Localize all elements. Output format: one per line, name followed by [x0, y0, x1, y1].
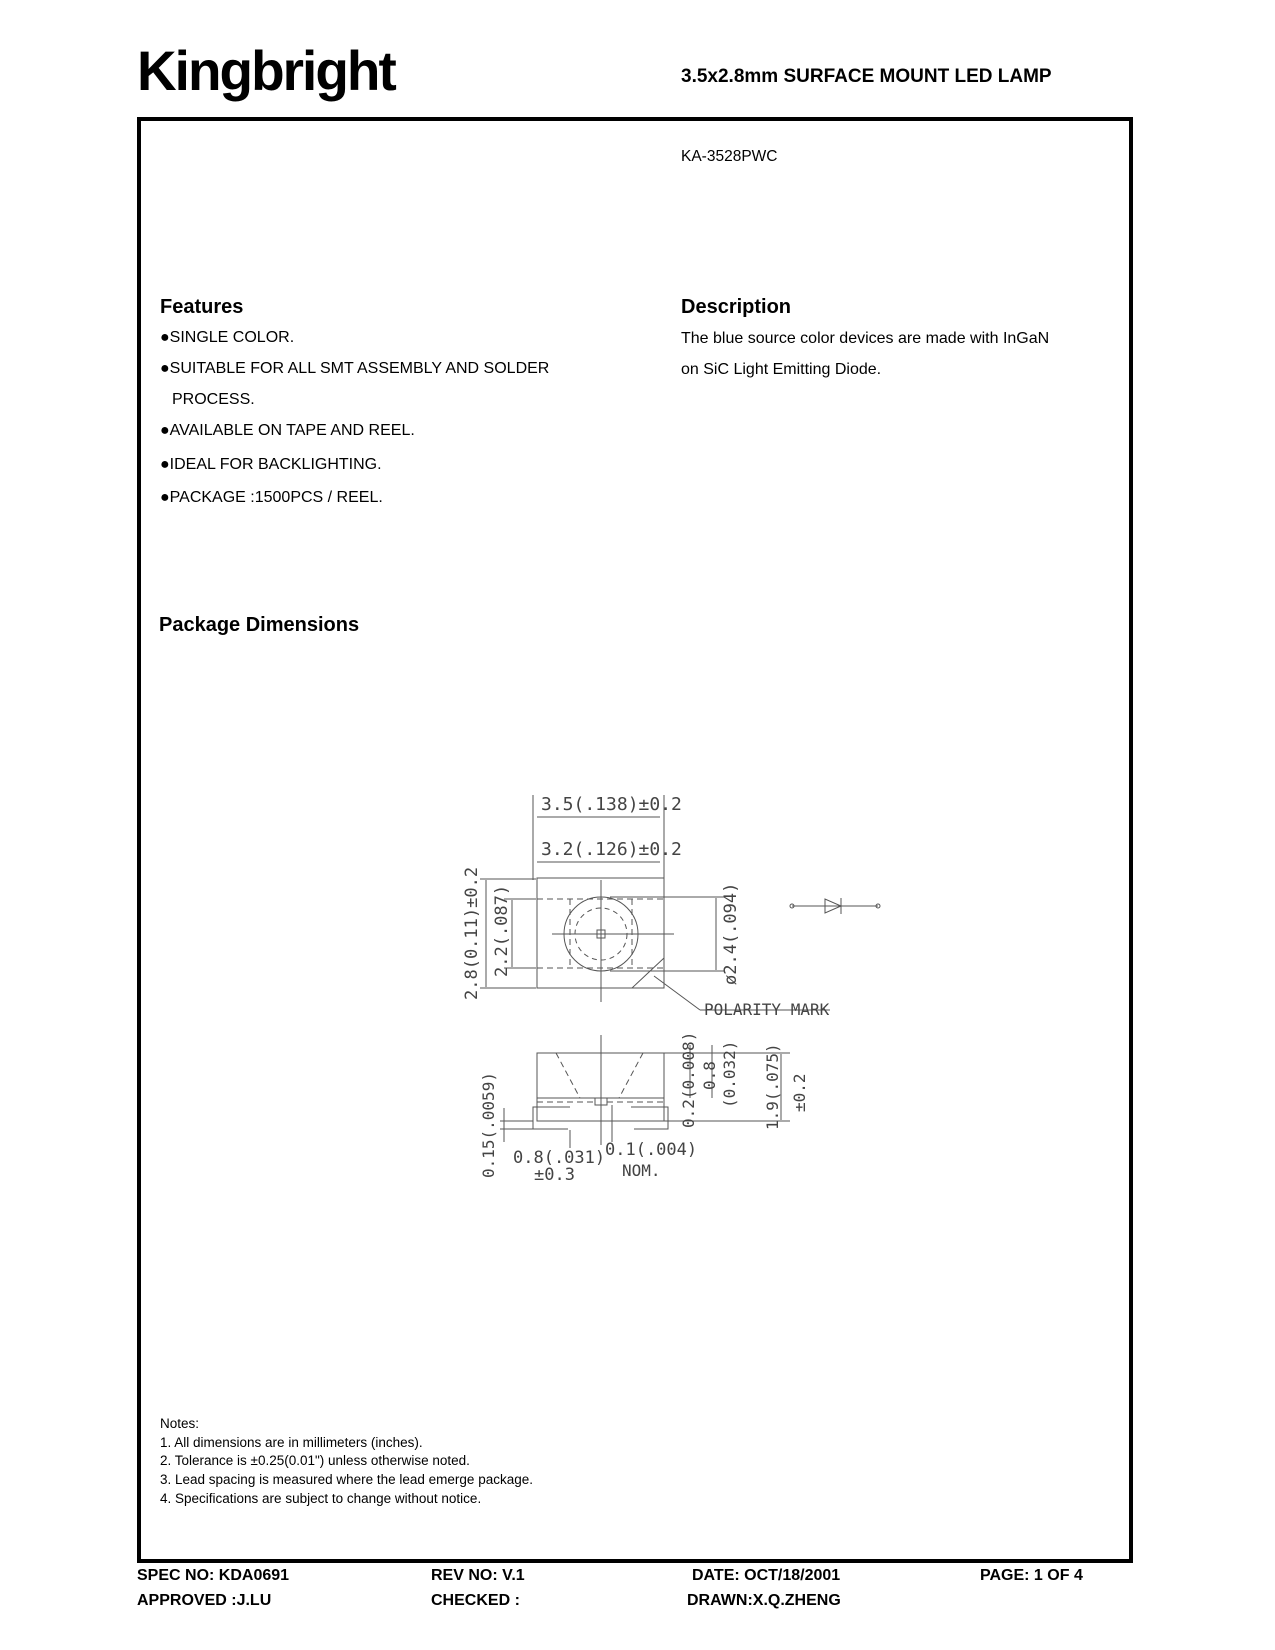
- package-dimensions-heading: Package Dimensions: [159, 614, 360, 636]
- polarity-mark-label: POLARITY MARK: [704, 1000, 830, 1019]
- feature-item: ●SUITABLE FOR ALL SMT ASSEMBLY AND SOLDER: [160, 360, 550, 377]
- checked-by: CHECKED :: [431, 1592, 520, 1609]
- feature-item: PROCESS.: [172, 391, 255, 408]
- description-line: on SiC Light Emitting Diode.: [681, 361, 882, 378]
- dim-0-8: 0.8: [700, 1061, 719, 1090]
- document-title: 3.5x2.8mm SURFACE MOUNT LED LAMP: [681, 66, 1052, 87]
- spec-no: SPEC NO: KDA0691: [137, 1567, 290, 1584]
- brand-logo: Kingbright: [137, 39, 395, 102]
- note-item: 2. Tolerance is ±0.25(0.01") unless otherwise noted.: [160, 1453, 470, 1469]
- part-number: KA-3528PWC: [681, 148, 778, 165]
- description-line: The blue source color devices are made with InGaN: [681, 330, 1050, 347]
- notes-title: Notes:: [160, 1416, 200, 1431]
- note-item: 3. Lead spacing is measured where the lead emerge package.: [160, 1472, 533, 1488]
- description-heading: Description: [681, 296, 792, 318]
- dim-height-inner: 2.2(.087): [492, 884, 512, 977]
- feature-item: ●AVAILABLE ON TAPE AND REEL.: [160, 422, 415, 439]
- dim-1-9: 1.9(.075): [763, 1043, 782, 1130]
- dim-lens-diameter: ø2.4(.094): [721, 882, 741, 985]
- dim-lead-spacing: 0.8(.031): [513, 1148, 606, 1168]
- approved-by: APPROVED :J.LU: [137, 1592, 272, 1609]
- feature-item: ●SINGLE COLOR.: [160, 329, 295, 346]
- dim-width-inner: 3.2(.126)±0.2: [541, 839, 682, 860]
- note-item: 1. All dimensions are in millimeters (inches).: [160, 1434, 423, 1450]
- dim-height-outer: 2.8(0.11)±0.2: [462, 866, 482, 1000]
- dim-nom: NOM.: [622, 1161, 661, 1180]
- page-number: PAGE: 1 OF 4: [980, 1567, 1083, 1584]
- feature-item: ●IDEAL FOR BACKLIGHTING.: [160, 456, 382, 473]
- dim-lead-spacing-tol: ±0.3: [534, 1165, 575, 1185]
- dim-0-2: 0.2(0.008): [679, 1031, 698, 1128]
- dim-0-15: 0.15(.0059): [479, 1072, 498, 1178]
- dim-0-032: (0.032): [720, 1040, 739, 1108]
- feature-item: ●PACKAGE :1500PCS / REEL.: [160, 489, 383, 506]
- dim-0-1: 0.1(.004): [605, 1140, 698, 1160]
- drawn-by: DRAWN:X.Q.ZHENG: [687, 1592, 841, 1609]
- features-heading: Features: [160, 296, 244, 318]
- date: DATE: OCT/18/2001: [692, 1567, 841, 1584]
- dim-width-outer: 3.5(.138)±0.2: [541, 794, 682, 815]
- note-item: 4. Specifications are subject to change without notice.: [160, 1490, 482, 1506]
- notes: [160, 1415, 533, 1509]
- dim-tol: ±0.2: [790, 1073, 809, 1112]
- rev-no: REV NO: V.1: [431, 1567, 525, 1584]
